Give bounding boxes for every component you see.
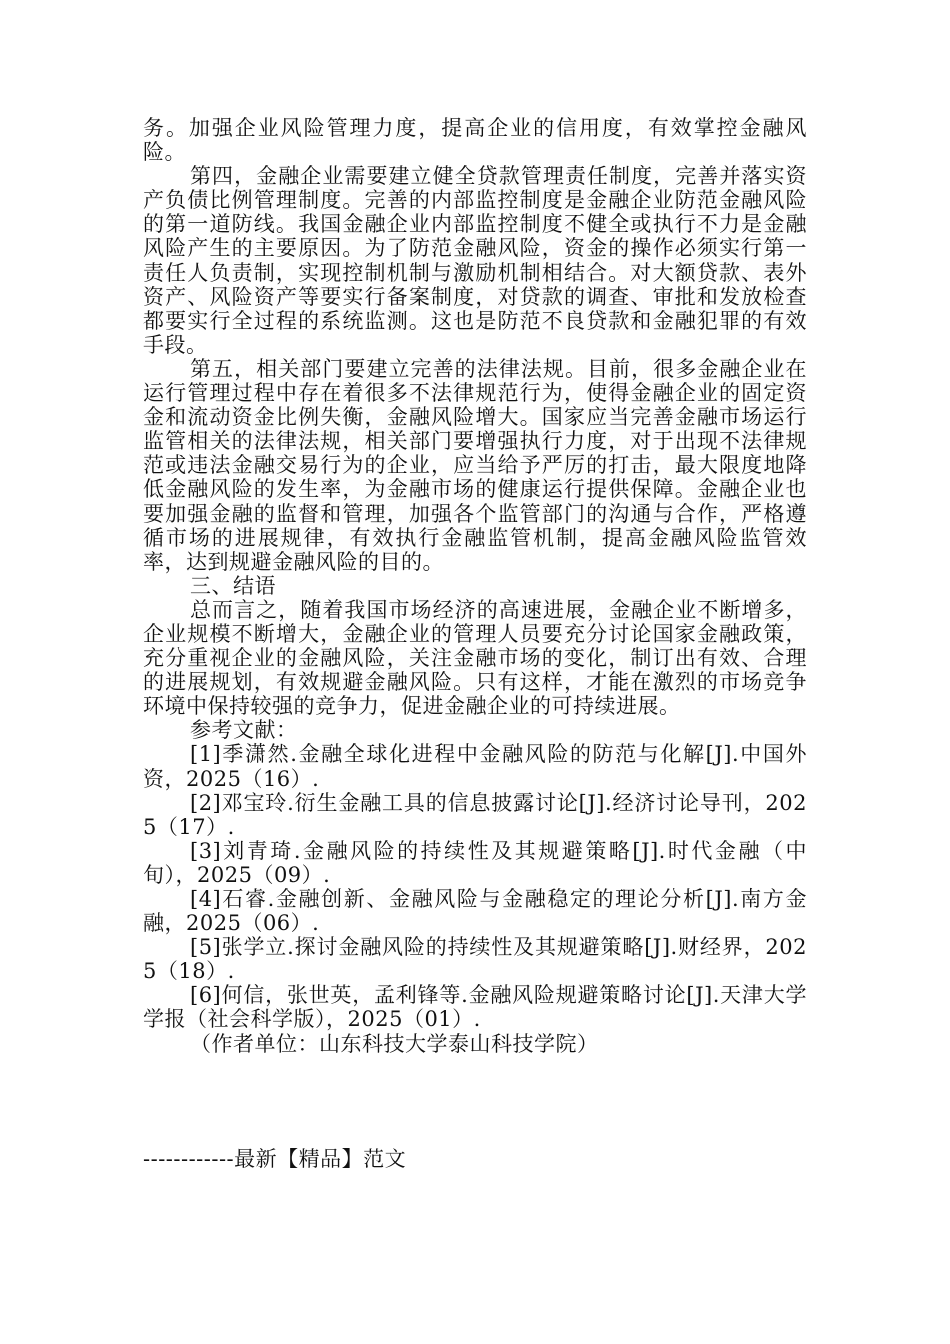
reference-item-3: [3]刘青琦.金融风险的持续性及其规避策略[J].时代金融（中旬），2025（09）. (143, 838, 807, 887)
paragraph-conclusion: 总而言之，随着我国市场经济的高速进展，金融企业不断增多，企业规模不断增大，金融企业的管理人员要充分讨论国家金融政策，充分重视企业的金融风险，关注金融市场的变化，制订出有效、合理的进展规划，有效规避金融风险。只有这样，才能在激烈的市场竞争环境中保持较强的竞争力，促进金融企业的可持续进展。 (143, 597, 807, 719)
reference-item-2: [2]邓宝玲.衍生金融工具的信息披露讨论[J].经济讨论导刊，2025（17）. (143, 790, 807, 839)
footer-banner: ------------最新【精品】范文 (143, 1147, 407, 1171)
paragraph-continuation: 务。加强企业风险管理力度，提高企业的信用度，有效掌控金融风险。 (143, 116, 807, 165)
reference-item-5: [5]张学立.探讨金融风险的持续性及其规避策略[J].财经界，2025（18）. (143, 935, 807, 984)
paragraph-fourth-point: 第四，金融企业需要建立健全贷款管理责任制度，完善并落实资产负债比例管理制度。完善的内部监控制度是金融企业防范金融风险的第一道防线。我国金融企业内部监控制度不健全或执行不力是金融风险产生的主要原因。为了防范金融风险，资金的操作必须实行第一责任人负责制，实现控制机制与激励机制相结合。对大额贷款、表外资产、风险资产等要实行备案制度，对贷款的调查、审批和发放检查都要实行全过程的系统监测。这也是防范不良贷款和金融犯罪的有效手段。 (143, 164, 807, 357)
paragraph-fifth-point: 第五，相关部门要建立完善的法律法规。目前，很多金融企业在运行管理过程中存在着很多不法律规范行为，使得金融企业的固定资金和流动资金比例失衡，金融风险增大。国家应当完善金融市场运行监管相关的法律法规，相关部门要增强执行力度，对于出现不法律规范或违法金融交易行为的企业，应当给予严厉的打击，最大限度地降低金融风险的发生率，为金融市场的健康运行提供保障。金融企业也要加强金融的监督和管理，加强各个监管部门的沟通与合作，严格遵循市场的进展规律，有效执行金融监管机制，提高金融风险监管效率，达到规避金融风险的目的。 (143, 356, 807, 574)
reference-item-1: [1]季潇然.金融全球化进程中金融风险的防范与化解[J].中国外资，2025（16）. (143, 742, 807, 791)
reference-item-4: [4]石睿.金融创新、金融风险与金融稳定的理论分析[J].南方金融，2025（06）. (143, 887, 807, 936)
section-heading-conclusion: 三、结语 (190, 573, 276, 598)
references-title: 参考文献： (190, 718, 298, 743)
document-body (143, 116, 807, 1056)
reference-item-6: [6]何信，张世英，孟利锋等.金融风险规避策略讨论[J].天津大学学报（社会科学版），2025（01）. (143, 983, 807, 1032)
author-affiliation: （作者单位：山东科技大学泰山科技学院） (190, 1031, 599, 1056)
